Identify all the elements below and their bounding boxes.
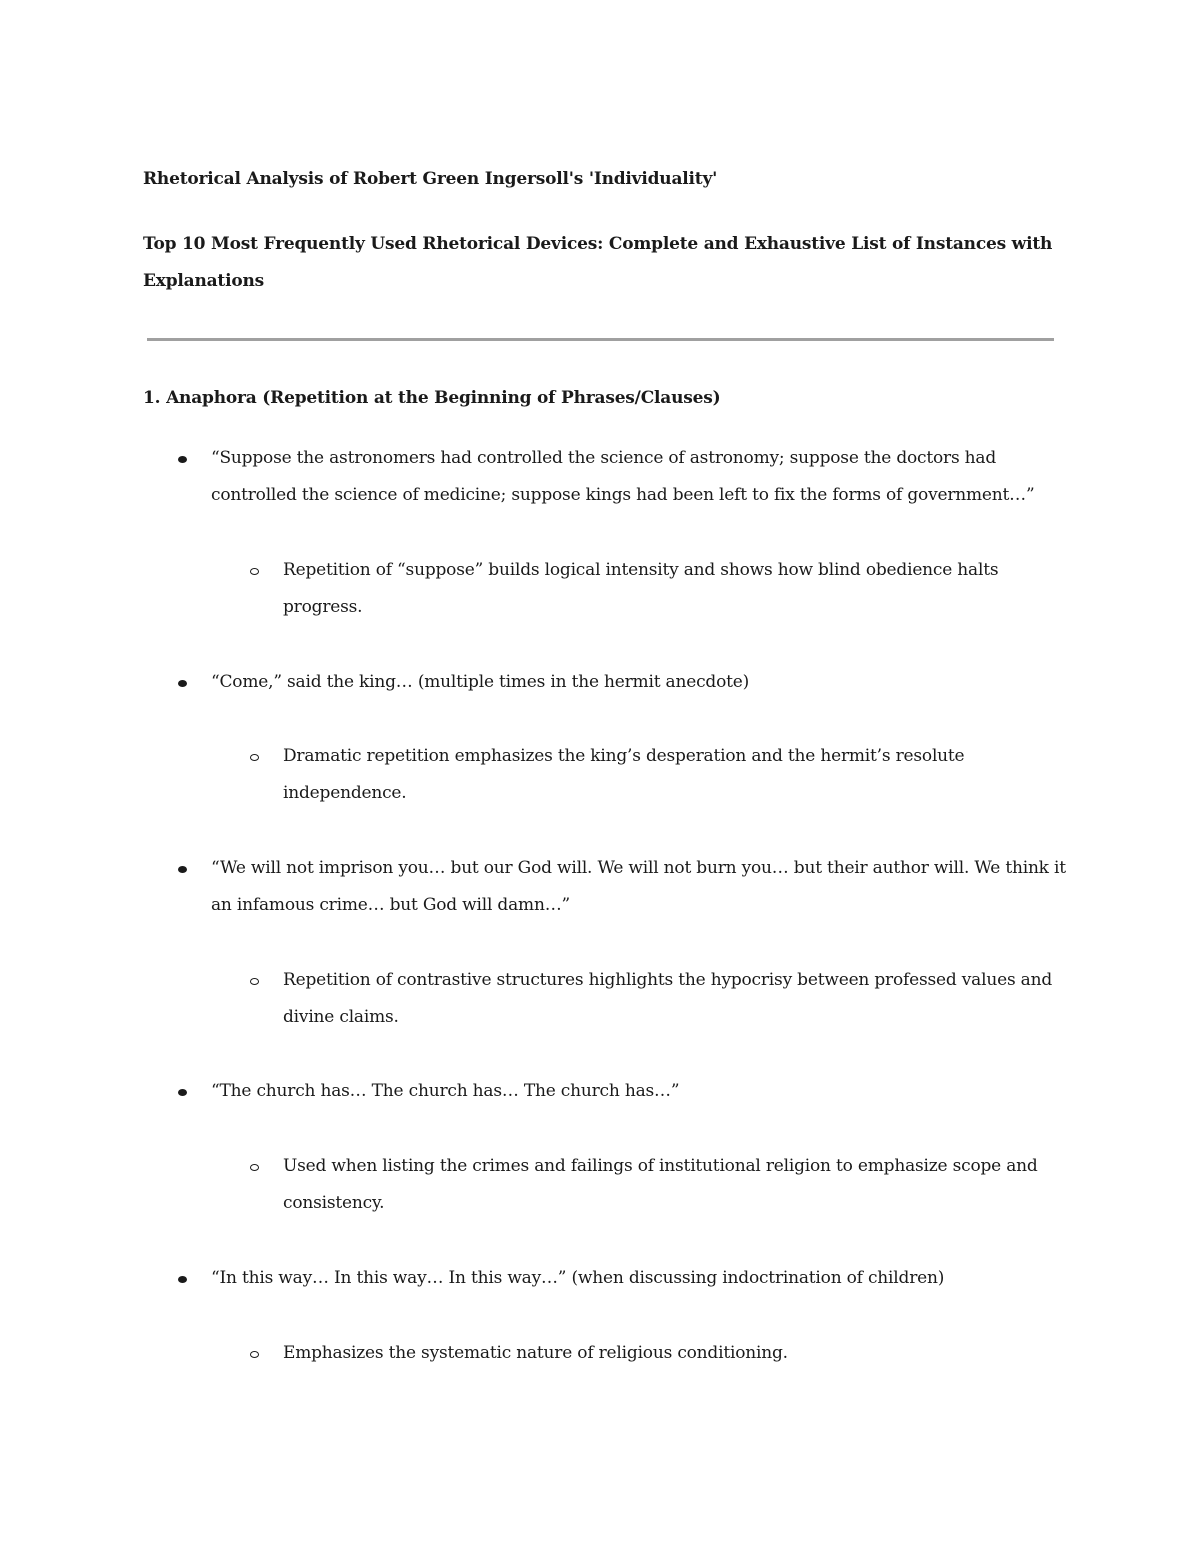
bullet-icon xyxy=(178,680,187,687)
document-subtitle: Top 10 Most Frequently Used Rhetorical Devices: Complete and Exhaustive List of Instances with Explanations xyxy=(143,234,1053,291)
bullet-icon xyxy=(178,456,187,463)
list-item-explanation: Dramatic repetition emphasizes the king’s desperation and the hermit’s resolute independence. xyxy=(283,746,965,803)
bullet-icon xyxy=(178,1276,187,1283)
list-item-explanation: Emphasizes the systematic nature of religious conditioning. xyxy=(283,1343,788,1363)
circle-bullet-icon xyxy=(250,978,259,985)
document-title: Rhetorical Analysis of Robert Green Ingersoll's 'Individuality' xyxy=(143,169,718,189)
list-item-explanation: Repetition of contrastive structures highlights the hypocrisy between professed values and divine claims. xyxy=(283,970,1053,1027)
circle-bullet-icon xyxy=(250,754,259,761)
section-heading: 1. Anaphora (Repetition at the Beginning of Phrases/Clauses) xyxy=(143,388,721,408)
list-item-quote: “In this way… In this way… In this way…” (when discussing indoctrination of children) xyxy=(211,1268,945,1288)
list-item-explanation: Used when listing the crimes and failings of institutional religion to emphasize scope and consistency. xyxy=(283,1156,1038,1213)
list-item-quote: “The church has… The church has… The church has…” xyxy=(211,1081,680,1101)
list-item-quote: “Come,” said the king… (multiple times in the hermit anecdote) xyxy=(211,672,750,692)
horizontal-divider xyxy=(147,338,1054,341)
list-item-quote: “We will not imprison you… but our God will. We will not burn you… but their author will. We think it an infamous crime… but God will damn…” xyxy=(211,858,1066,915)
circle-bullet-icon xyxy=(250,1164,259,1171)
bullet-icon xyxy=(178,1089,187,1096)
bullet-icon xyxy=(178,866,187,873)
circle-bullet-icon xyxy=(250,1351,259,1358)
list-item-quote: “Suppose the astronomers had controlled the science of astronomy; suppose the doctors had controlled the science of medicine; suppose kings had been left to fix the forms of government…” xyxy=(211,448,1035,505)
circle-bullet-icon xyxy=(250,568,259,575)
list-item-explanation: Repetition of “suppose” builds logical intensity and shows how blind obedience halts progress. xyxy=(283,560,999,617)
